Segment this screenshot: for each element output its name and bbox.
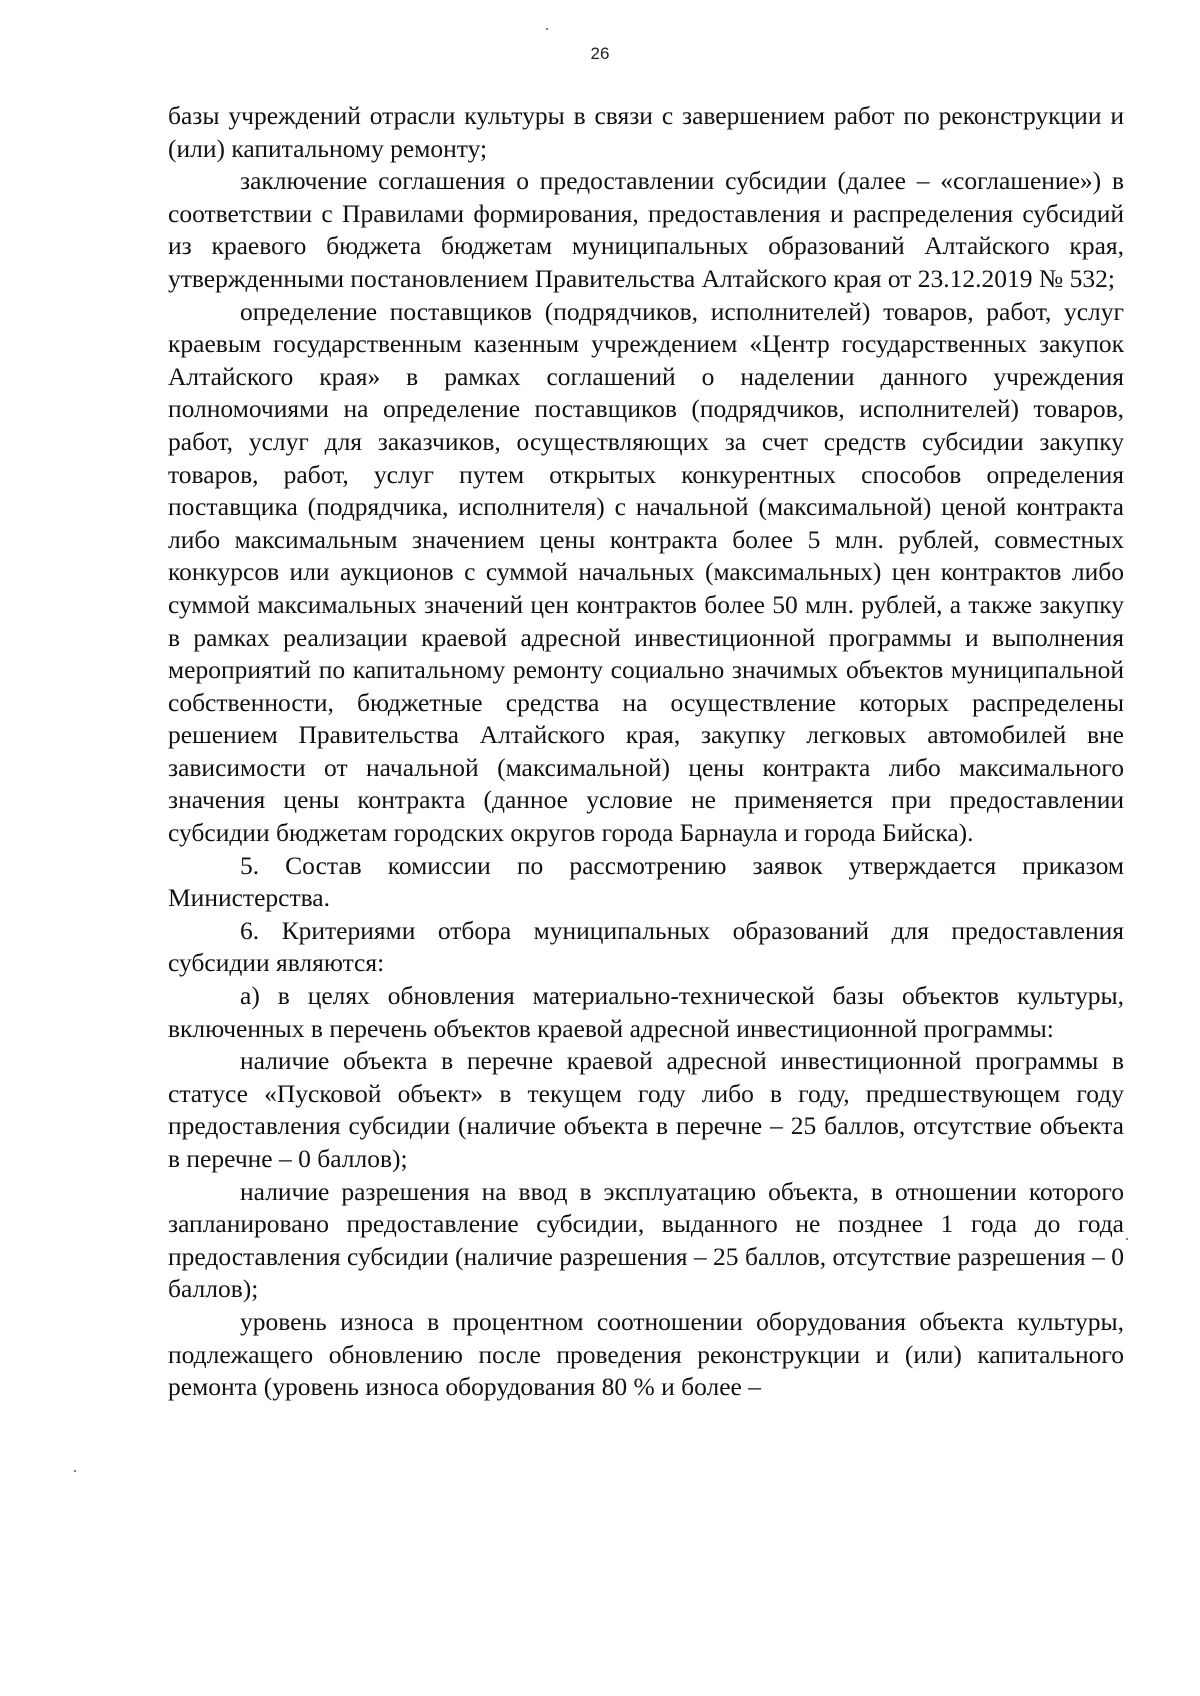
paragraph-permit: наличие разрешения на ввод в эксплуатацию объекта, в отношении которого запланировано предоставление субсидии, выданного не позднее 1 года до года предоставления субсидии (наличие разрешения – 25 баллов, отсутствие разрешения – 0 баллов); [168,1176,1124,1304]
scan-speck-top [546,28,548,30]
paragraph-suppliers: определение поставщиков (подрядчиков, исполнителей) товаров, работ, услуг краевым государственным казенным учреждением «Центр государственных закупок Алтайского края» в рамках соглашений о наделении данного учреждения полномочиями на определение поставщиков (подрядчиков, исполнителей) товаров, работ, услуг для заказчиков, осуществляющих за счет средств субсидии закупку товаров, работ, услуг путем открытых конкурентных способов определения поставщика (подрядчика, исполнителя) с начальной (максимальной) ценой контракта либо максимальным значением цены контракта более 5 млн. рублей, совместных конкурсов или аукционов с суммой начальных (максимальных) цен контрактов либо суммой максимальных значений цен контрактов более 50 млн. рублей, а также закупку в рамках реализации краевой адресной инвестиционной программы и выполнения мероприятий по капитальному ремонту социально значимых объектов муниципальной собственности, бюджетные средства на осуществление которых распределены решением Правительства Алтайского края, закупку легковых автомобилей вне зависимости от начальной (максимальной) цены контракта либо максимального значения цены контракта (данное условие не применяется при предоставлении субсидии бюджетам городских округов города Барнаула и города Бийска). [168,296,1124,848]
paragraph-continuation: базы учреждений отрасли культуры в связи с завершением работ по реконструкции и (или) капитальному ремонту; [168,101,1124,163]
document-body [168,100,1124,1404]
scan-speck-right [1126,1238,1128,1240]
paragraph-wear-level: уровень износа в процентном соотношении оборудования объекта культуры, подлежащего обновлению после проведения реконструкции и (или) капитального ремонта (уровень износа оборудования 80 % и более – [168,1306,1124,1402]
scan-speck-left [74,1470,76,1472]
paragraph-criteria: 6. Критериями отбора муниципальных образований для предоставления субсидии являются: [168,915,1124,978]
paragraph-agreement: заключение соглашения о предоставлении субсидии (далее – «соглашение») в соответствии с Правилами формирования, предоставления и распределения субсидий из краевого бюджета бюджетам муниципальных образований Алтайского края, утвержденными постановлением Правительства Алтайского края от 23.12.2019 № 532; [168,166,1124,293]
paragraph-object-in-list: наличие объекта в перечне краевой адресной инвестиционной программы в статусе «Пусковой объект» в текущем году либо в году, предшествующем году предоставления субсидии (наличие объекта в перечне – 25 баллов, отсутствие объекта в перечне – 0 баллов); [168,1046,1124,1173]
paragraph-commission: 5. Состав комиссии по рассмотрению заявок утверждается приказом Министерства. [168,850,1124,913]
paragraph-criterion-a: а) в целях обновления материально-технической базы объектов культуры, включенных в перечень объектов краевой адресной инвестиционной программы: [168,981,1124,1043]
page-number: 26 [590,44,610,63]
